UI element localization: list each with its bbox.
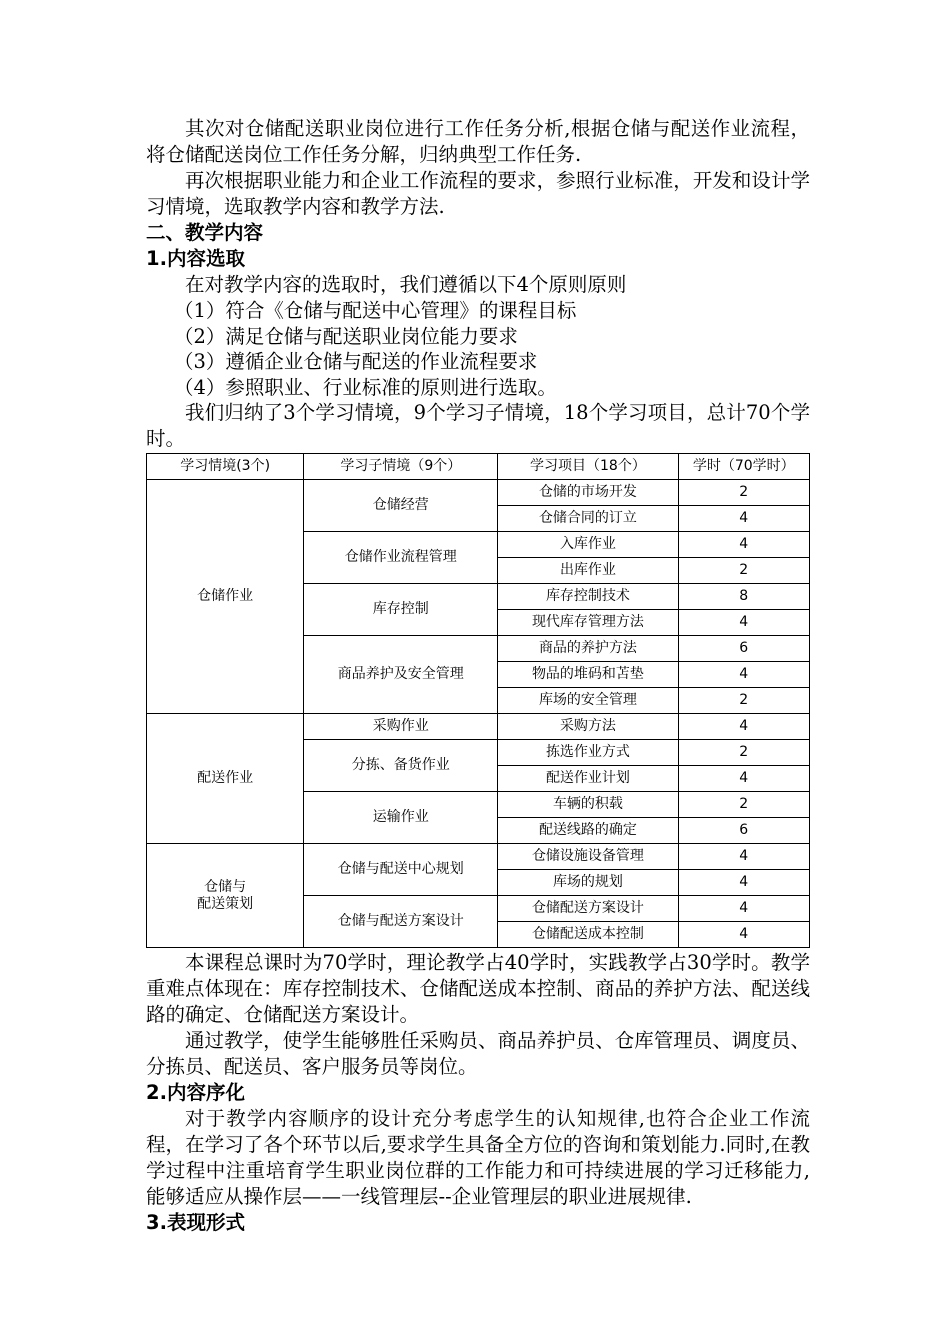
table-row — [147, 844, 810, 870]
sub-situation-cell: 仓储作业流程管理 — [304, 532, 498, 584]
hours-cell: 2 — [678, 740, 809, 766]
project-cell: 配送线路的确定 — [498, 818, 678, 844]
sub-situation-cell: 采购作业 — [304, 714, 498, 740]
project-cell: 仓储配送成本控制 — [498, 922, 678, 948]
hours-cell: 4 — [678, 532, 809, 558]
hours-cell: 6 — [678, 818, 809, 844]
intro-paragraph-1: 其次对仓储配送职业岗位进行工作任务分析,根据仓储与配送作业流程，将仓储配送岗位工作任务分解，归纳典型工作任务. — [146, 117, 810, 166]
project-cell: 库存控制技术 — [498, 584, 678, 610]
sub-situation-cell: 仓储经营 — [304, 480, 498, 532]
sequencing-paragraph: 对于教学内容顺序的设计充分考虑学生的认知规律,也符合企业工作流程，在学习了各个环节以后,要求学生具备全方位的咨询和策划能力.同时,在教学过程中注重培育学生职业岗位群的工作能力和可持续进展的学习迁移能力,能够适应从操作层——一线管理层--企业管理层的职业进展规律. — [146, 1107, 810, 1208]
document-page — [146, 116, 810, 1236]
project-cell: 出库作业 — [498, 558, 678, 584]
principle-item: （4）参照职业、行业标准的原则进行选取。 — [174, 375, 557, 399]
hours-cell: 4 — [678, 922, 809, 948]
hours-cell: 2 — [678, 558, 809, 584]
course-hours-paragraph: 本课程总课时为70学时，理论教学占40学时，实践教学占30学时。教学重难点体现在：库存控制技术、仓储配送成本控制、商品的养护方法、配送线路的确定、仓储配送方案设计。 — [146, 951, 810, 1026]
section-heading-teaching-content: 二、教学内容 — [146, 221, 264, 244]
hours-cell: 4 — [678, 870, 809, 896]
situation-cell: 仓储作业 — [147, 480, 304, 714]
hours-cell: 8 — [678, 584, 809, 610]
intro-paragraph-2: 再次根据职业能力和企业工作流程的要求，参照行业标准，开发和设计学习情境，选取教学内容和教学方法. — [146, 169, 810, 218]
sub-situation-cell: 商品养护及安全管理 — [304, 636, 498, 714]
hours-cell: 2 — [678, 792, 809, 818]
subsection-heading-content-sequencing: 2.内容序化 — [146, 1081, 245, 1104]
project-cell: 车辆的积载 — [498, 792, 678, 818]
project-cell: 入库作业 — [498, 532, 678, 558]
hours-cell: 4 — [678, 506, 809, 532]
subsection-heading-content-selection: 1.内容选取 — [146, 247, 245, 270]
project-cell: 仓储的市场开发 — [498, 480, 678, 506]
principle-item: （1）符合《仓储与配送中心管理》的课程目标 — [174, 299, 577, 322]
project-cell: 仓储配送方案设计 — [498, 896, 678, 922]
subsection-heading-presentation-form: 3.表现形式 — [146, 1211, 245, 1234]
project-cell: 物品的堆码和苫垫 — [498, 662, 678, 688]
hours-cell: 6 — [678, 636, 809, 662]
situation-cell: 配送作业 — [147, 714, 304, 844]
hours-cell: 4 — [678, 662, 809, 688]
project-cell: 仓储设施设备管理 — [498, 844, 678, 870]
principle-item: （2）满足仓储与配送职业岗位能力要求 — [174, 324, 518, 348]
project-cell: 库场的安全管理 — [498, 688, 678, 714]
situation-cell — [147, 844, 304, 948]
sub-situation-cell: 分拣、备货作业 — [304, 740, 498, 792]
sub-situation-cell: 运输作业 — [304, 792, 498, 844]
hours-cell: 4 — [678, 896, 809, 922]
hours-cell: 4 — [678, 766, 809, 792]
project-cell: 商品的养护方法 — [498, 636, 678, 662]
table-row — [147, 714, 810, 740]
principle-item: （3）遵循企业仓储与配送的作业流程要求 — [174, 350, 538, 373]
project-cell: 现代库存管理方法 — [498, 610, 678, 636]
selection-lead: 在对教学内容的选取时，我们遵循以下4个原则原则 — [185, 273, 627, 296]
project-cell: 配送作业计划 — [498, 766, 678, 792]
sub-situation-cell: 仓储与配送方案设计 — [304, 896, 498, 948]
project-cell: 拣选作业方式 — [498, 740, 678, 766]
table-header-cell: 学习项目（18个） — [498, 454, 678, 480]
situation-name-line-1: 仓储与 — [204, 878, 247, 895]
hours-cell: 2 — [678, 688, 809, 714]
selection-summary: 我们归纳了3个学习情境，9个学习子情境，18个学习项目，总计70个学时。 — [146, 401, 810, 450]
course-structure-table — [146, 453, 810, 948]
project-cell: 采购方法 — [498, 714, 678, 740]
job-positions-paragraph: 通过教学，使学生能够胜任采购员、商品养护员、仓库管理员、调度员、分拣员、配送员、客户服务员等岗位。 — [146, 1029, 810, 1078]
hours-cell: 2 — [678, 480, 809, 506]
table-header-cell: 学时（70学时） — [678, 454, 809, 480]
project-cell: 库场的规划 — [498, 870, 678, 896]
sub-situation-cell: 仓储与配送中心规划 — [304, 844, 498, 896]
hours-cell: 4 — [678, 844, 809, 870]
table-row — [147, 480, 810, 506]
table-header-cell: 学习子情境（9个） — [304, 454, 498, 480]
situation-name-line-2: 配送策划 — [197, 895, 254, 912]
hours-cell: 4 — [678, 610, 809, 636]
project-cell: 仓储合同的订立 — [498, 506, 678, 532]
sub-situation-cell: 库存控制 — [304, 584, 498, 636]
table-header-row — [147, 454, 810, 480]
hours-cell: 4 — [678, 714, 809, 740]
table-header-cell: 学习情境(3个) — [147, 454, 304, 480]
